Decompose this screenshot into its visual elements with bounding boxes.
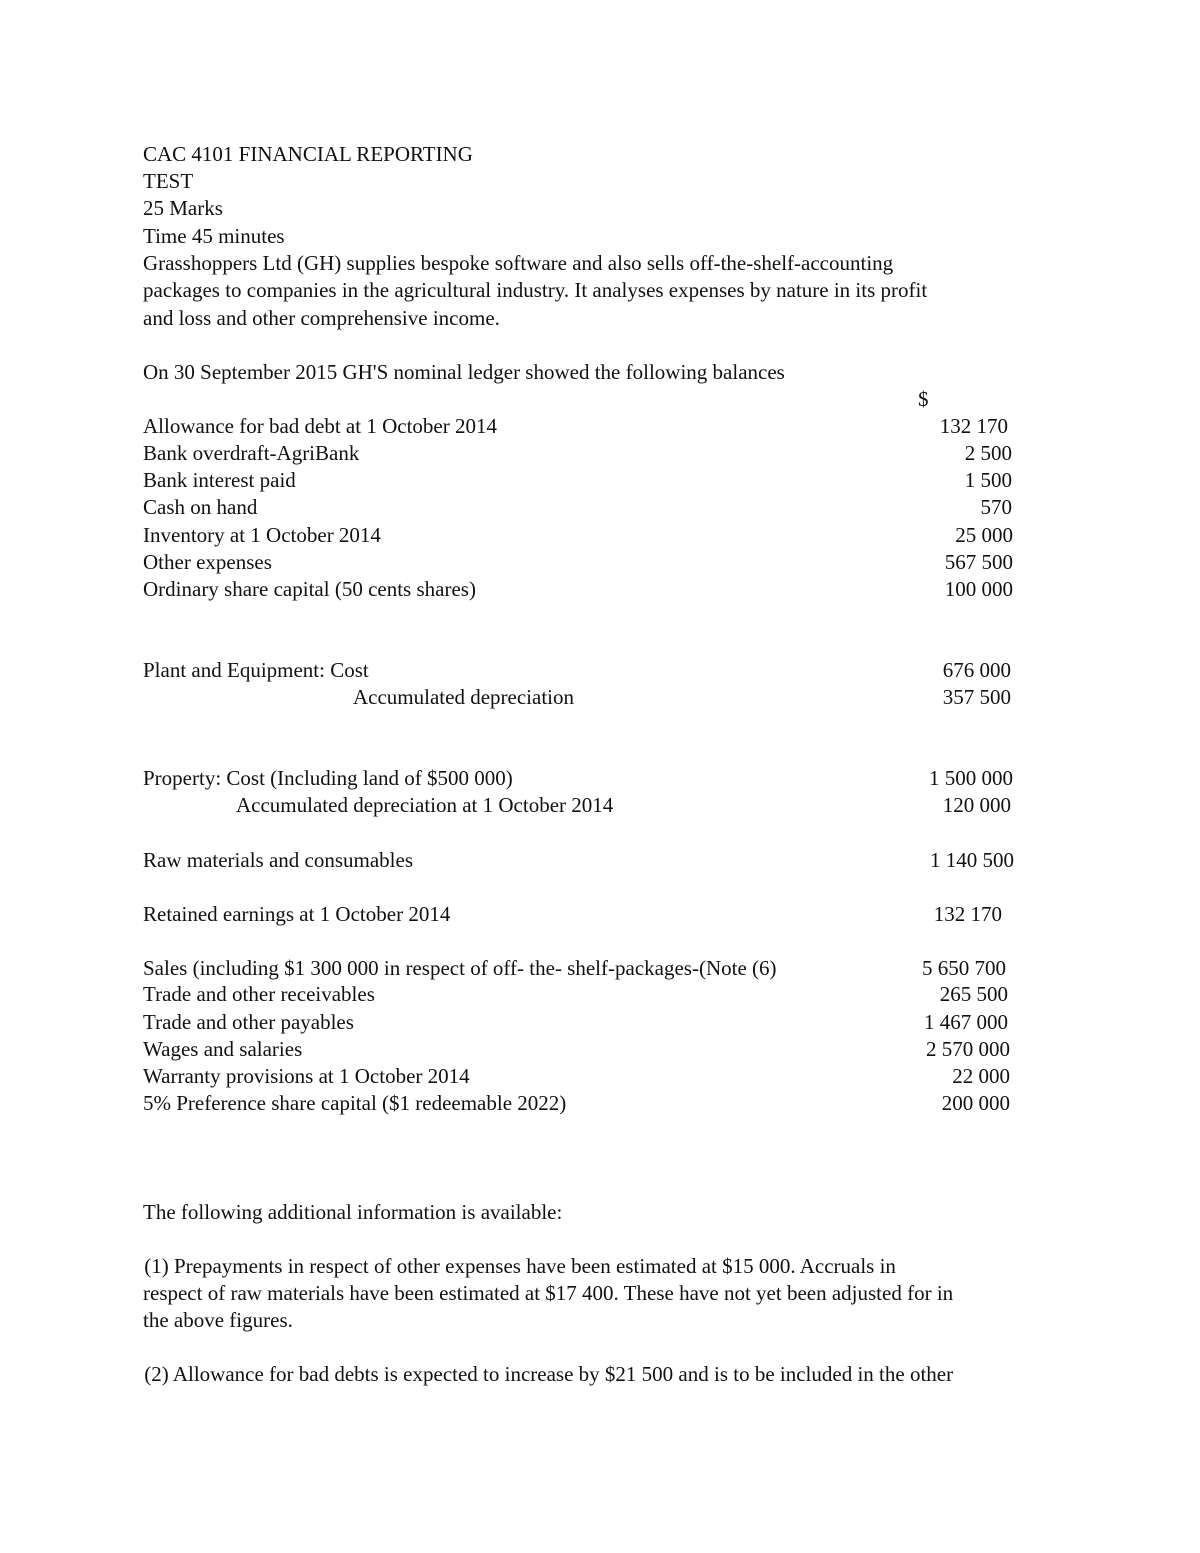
ledger-row-label: Raw materials and consumables [143, 848, 414, 872]
ledger-row-label: Wages and salaries [143, 1037, 303, 1061]
ledger-row [143, 792, 1011, 818]
ledger-row-label: Inventory at 1 October 2014 [143, 523, 381, 547]
ledger-row-label: 5% Preference share capital ($1 redeemable 2022) [143, 1091, 567, 1115]
ledger-row-label: Trade and other receivables [143, 982, 375, 1006]
intro-line-1: Grasshoppers Ltd (GH) supplies bespoke software and also sells off-the-shelf-accounting [143, 251, 894, 275]
note-1-line-3: the above figures. [143, 1308, 293, 1332]
ledger-row [143, 549, 1013, 575]
ledger-row [143, 684, 1011, 710]
currency-symbol: $ [918, 387, 929, 411]
ledger-row-amount: 120 000 [942, 793, 1011, 817]
ledger-row-amount: 1 140 500 [930, 848, 1014, 872]
ledger-row-amount: 132 170 [939, 414, 1008, 438]
ledger-row-amount: 2 500 [964, 441, 1012, 465]
ledger-row [143, 657, 1011, 683]
ledger-row-amount: 25 000 [955, 523, 1013, 547]
ledger-row-amount: 2 570 000 [926, 1037, 1010, 1061]
ledger-row [143, 440, 1012, 466]
note-1-line-1: (1) Prepayments in respect of other expenses have been estimated at $15 000. Accruals in [139, 1254, 896, 1278]
ledger-row [143, 494, 1012, 520]
ledger-row-label: Bank interest paid [143, 468, 296, 492]
ledger-row [143, 576, 1013, 602]
ledger-row-amount: 567 500 [944, 550, 1013, 574]
ledger-row-amount: 570 [980, 495, 1012, 519]
ledger-row [143, 1009, 1008, 1035]
ledger-row-amount: 1 467 000 [924, 1010, 1008, 1034]
ledger-row-label: Sales (including $1 300 000 in respect of off- the- shelf-packages-(Note (6) [143, 956, 777, 980]
ledger-row [143, 413, 1008, 439]
ledger-row [143, 1036, 1010, 1062]
ledger-row [143, 1063, 1010, 1089]
ledger-row-amount: 132 170 [933, 902, 1002, 926]
ledger-row [143, 955, 1006, 981]
ledger-row-label: Warranty provisions at 1 October 2014 [143, 1064, 470, 1088]
ledger-row-amount: 676 000 [942, 658, 1011, 682]
ledger-row [143, 467, 1012, 493]
intro-line-2: packages to companies in the agricultural industry. It analyses expenses by nature in its profit [143, 278, 928, 302]
ledger-row-amount: 265 500 [939, 982, 1008, 1006]
course-title: CAC 4101 FINANCIAL REPORTING [143, 142, 473, 166]
ledger-row-label: Plant and Equipment: Cost [143, 658, 369, 682]
ledger-row-amount: 22 000 [952, 1064, 1010, 1088]
ledger-row-amount: 200 000 [941, 1091, 1010, 1115]
ledger-row [143, 901, 1003, 927]
marks-label: 25 Marks [143, 196, 223, 220]
ledger-row-label: Accumulated depreciation [353, 685, 574, 709]
ledger-heading: On 30 September 2015 GH'S nominal ledger showed the following balances [143, 360, 785, 384]
ledger-row-label: Other expenses [143, 550, 272, 574]
ledger-row-amount: 5 650 700 [922, 956, 1006, 980]
ledger-row-amount: 1 500 [964, 468, 1012, 492]
note-2-line-1: (2) Allowance for bad debts is expected to increase by $21 500 and is to be included in the other [139, 1362, 954, 1386]
ledger-row-label: Retained earnings at 1 October 2014 [143, 902, 451, 926]
time-label: Time 45 minutes [143, 224, 285, 248]
additional-heading: The following additional information is available: [143, 1200, 563, 1224]
ledger-row-label: Ordinary share capital (50 cents shares) [143, 577, 476, 601]
ledger-row-label: Cash on hand [143, 495, 258, 519]
ledger-row [143, 847, 1014, 873]
ledger-row-label: Bank overdraft-AgriBank [143, 441, 360, 465]
test-label: TEST [143, 169, 194, 193]
ledger-row-amount: 100 000 [944, 577, 1013, 601]
note-1-line-2: respect of raw materials have been estimated at $17 400. These have not yet been adjusted for in [143, 1281, 954, 1305]
ledger-row-amount: 1 500 000 [929, 766, 1013, 790]
ledger-row [143, 765, 1013, 791]
ledger-row-amount: 357 500 [942, 685, 1011, 709]
ledger-row-label: Allowance for bad debt at 1 October 2014 [143, 414, 497, 438]
ledger-row [143, 522, 1013, 548]
ledger-row-label: Trade and other payables [143, 1010, 354, 1034]
ledger-row [143, 981, 1008, 1007]
intro-line-3: and loss and other comprehensive income. [143, 306, 500, 330]
ledger-row [143, 1090, 1010, 1116]
ledger-row-label: Property: Cost (Including land of $500 000) [143, 766, 513, 790]
ledger-row-label: Accumulated depreciation at 1 October 2014 [236, 793, 614, 817]
